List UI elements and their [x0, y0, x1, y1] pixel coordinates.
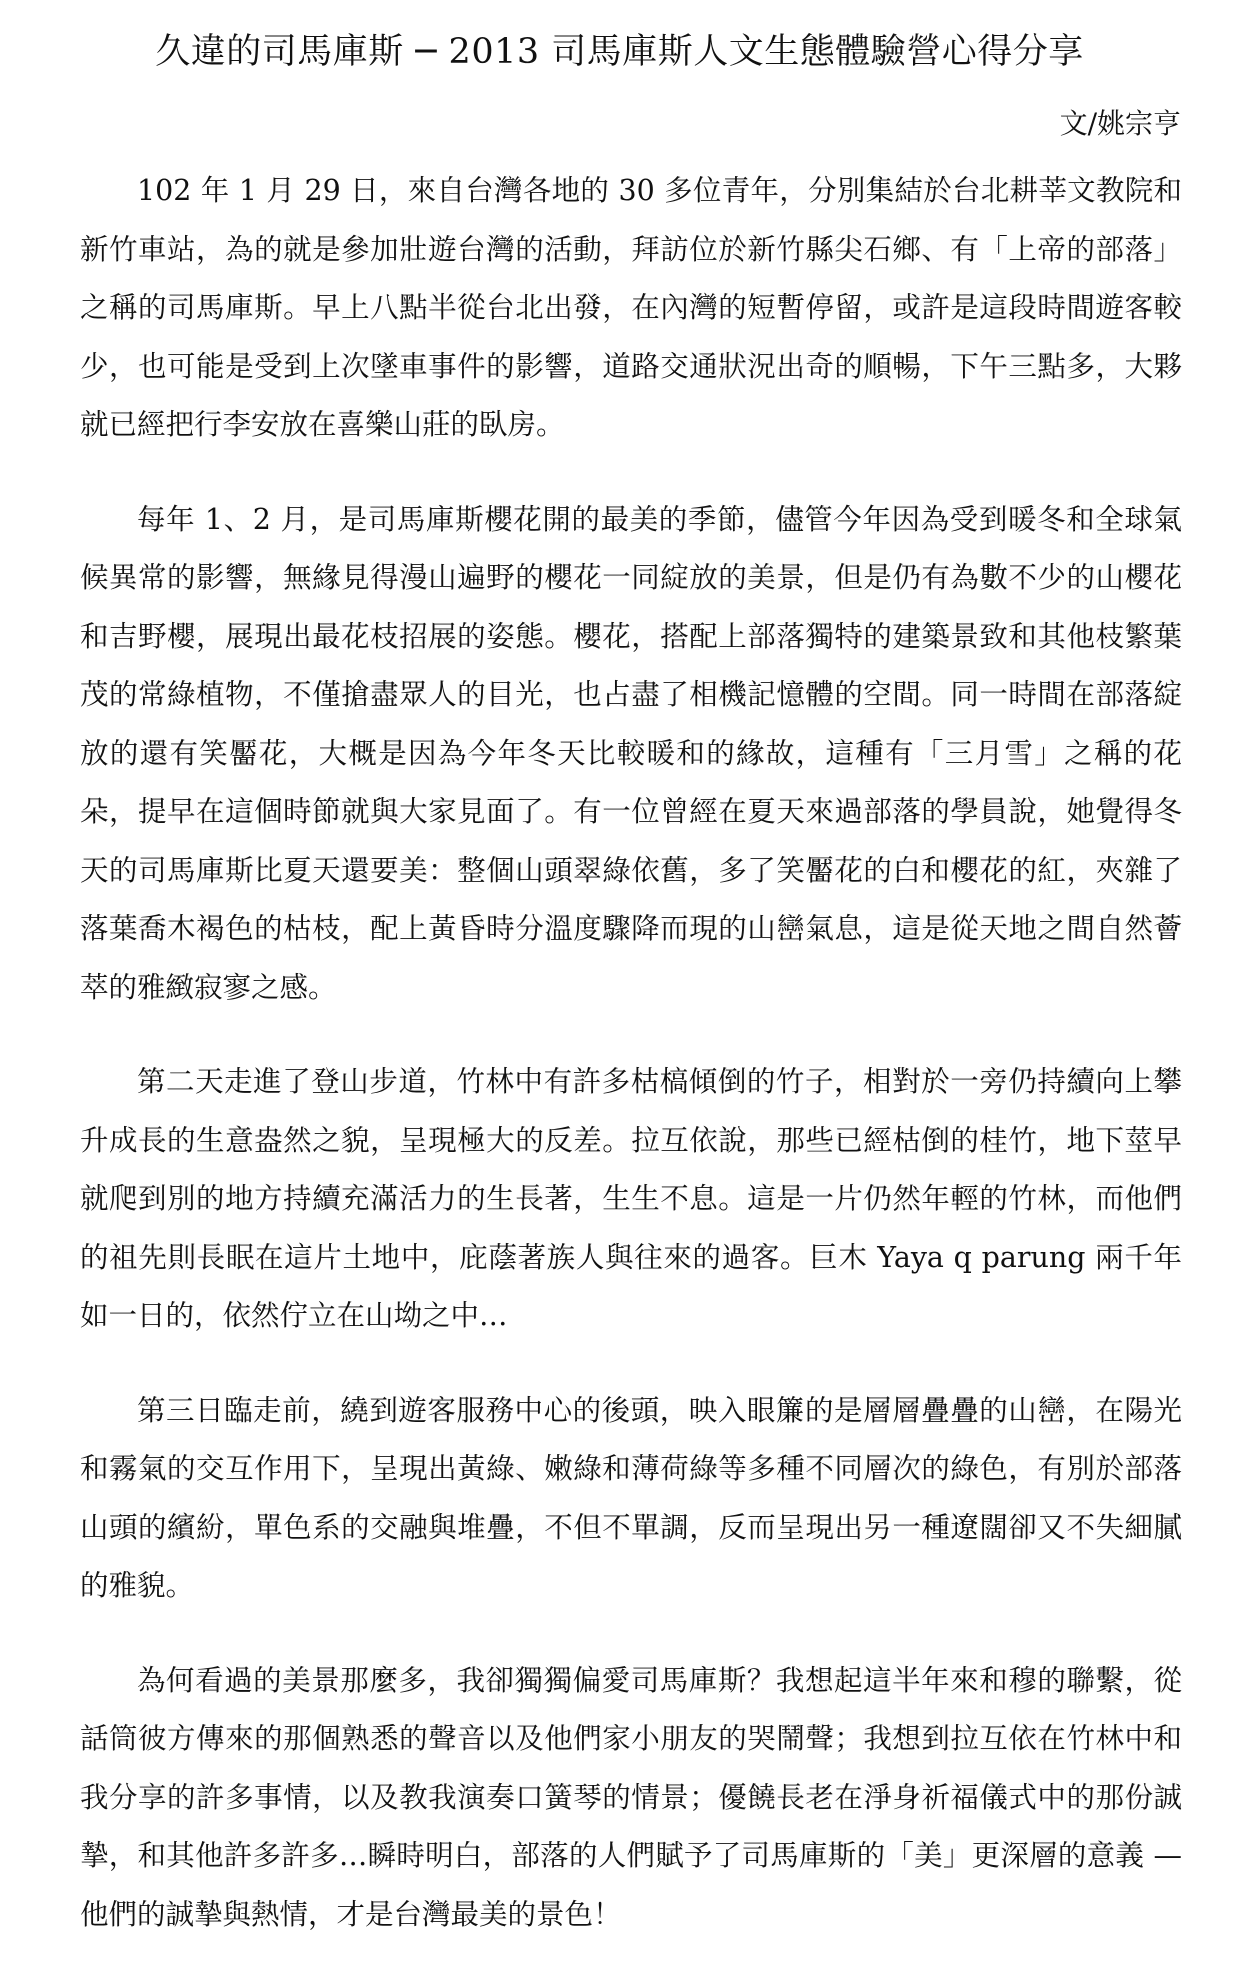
paragraph-3: 第二天走進了登山步道，竹林中有許多枯槁傾倒的竹子，相對於一旁仍持續向上攀升成長的生意盎然之貌，呈現極大的反差。拉互依說，那些已經枯倒的桂竹，地下莖早就爬到別的地方持續充滿活力的生長著，生生不息。這是一片仍然年輕的竹林，而他們的祖先則長眠在這片土地中，庇蔭著族人與往來的過客。巨木 Yaya q parung 兩千年如一日的，依然佇立在山坳之中… [80, 1065, 1182, 1332]
paragraph-1: 102 年 1 月 29 日，來自台灣各地的 30 多位青年，分別集結於台北耕莘文教院和新竹車站，為的就是參加壯遊台灣的活動，拜訪位於新竹縣尖石鄉、有「上帝的部落」之稱的司馬庫斯。早上八點半從台北出發，在內灣的短暫停留，或許是這段時間遊客較少，也可能是受到上次墜車事件的影響，道路交通狀況出奇的順暢，下午三點多，大夥就已經把行李安放在喜樂山莊的臥房。 [80, 174, 1182, 441]
paragraph-5: 為何看過的美景那麼多，我卻獨獨偏愛司馬庫斯？我想起這半年來和穆的聯繫，從話筒彼方傳來的那個熟悉的聲音以及他們家小朋友的哭鬧聲；我想到拉互依在竹林中和我分享的許多事情，以及教我演奏口簧琴的情景；優饒長老在淨身祈福儀式中的那份誠摯，和其他許多許多…瞬時明白，部落的人們賦予了司馬庫斯的「美」更深層的意義 — 他們的誠摯與熱情，才是台灣最美的景色！ [80, 1663, 1182, 1931]
author-byline: 文/姚宗亨 [1059, 107, 1181, 140]
paragraph-4: 第三日臨走前，繞到遊客服務中心的後頭，映入眼簾的是層層疊疊的山巒，在陽光和霧氣的交互作用下，呈現出黃綠、嫩綠和薄荷綠等多種不同層次的綠色，有別於部落山頭的繽紛，單色系的交融與堆疊，不但不單調，反而呈現出另一種遼闊卻又不失細膩的雅貌。 [80, 1393, 1182, 1602]
document-title: 久違的司馬庫斯 ─ 2013 司馬庫斯人文生態體驗營心得分享 [155, 32, 1084, 72]
paragraph-2: 每年 1、2 月，是司馬庫斯櫻花開的最美的季節，儘管今年因為受到暖冬和全球氣候異常的影響，無緣見得漫山遍野的櫻花一同綻放的美景，但是仍有為數不少的山櫻花和吉野櫻，展現出最花枝招展的姿態。櫻花，搭配上部落獨特的建築景致和其他枝繁葉茂的常綠植物，不僅搶盡眾人的目光，也占盡了相機記憶體的空間。同一時間在部落綻放的還有笑靨花，大概是因為今年冬天比較暖和的緣故，這種有「三月雪」之稱的花朵，提早在這個時節就與大家見面了。有一位曾經在夏天來過部落的學員說，她覺得冬天的司馬庫斯比夏天還要美：整個山頭翠綠依舊，多了笑靨花的白和櫻花的紅，夾雜了落葉喬木褐色的枯枝，配上黃昏時分溫度驟降而現的山巒氣息，這是從天地之間自然薈萃的雅緻寂寥之感。 [80, 502, 1182, 1004]
article-body [80, 162, 1182, 1980]
